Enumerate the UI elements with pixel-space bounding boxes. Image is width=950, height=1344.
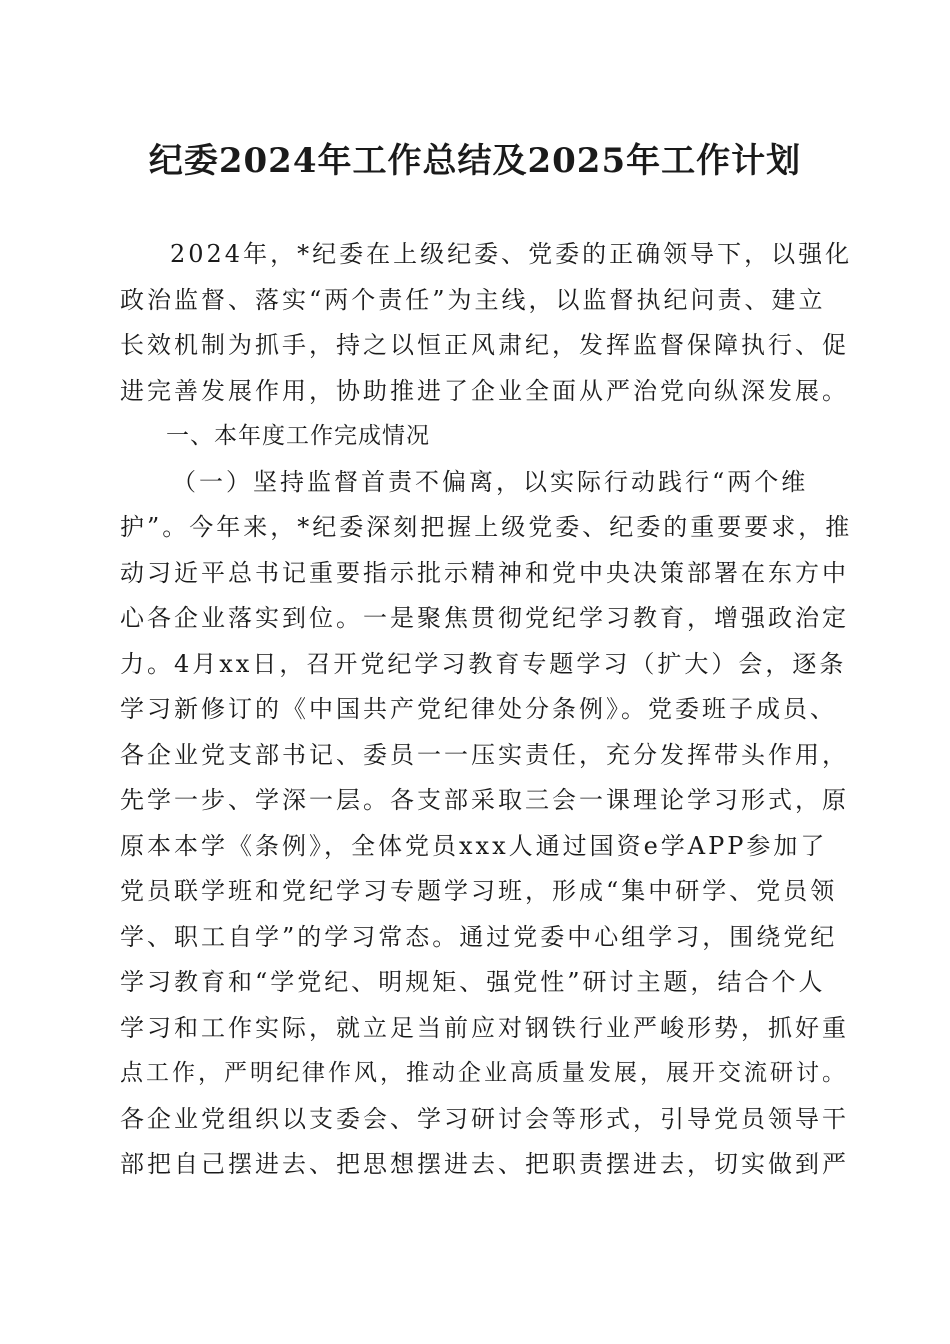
paragraph-line: 原本本学《条例》，全体党员xxx人通过国资e学APP参加了 bbox=[120, 831, 828, 860]
paragraph-line: 力。4月xx日，召开党纪学习教育专题学习（扩大）会，逐条 bbox=[120, 649, 847, 678]
paragraph-line: 各企业党组织以支委会、学习研讨会等形式，引导党员领导干 bbox=[120, 1104, 849, 1133]
paragraph-line: 动习近平总书记重要指示批示精神和党中央决策部署在东方中 bbox=[120, 558, 849, 587]
paragraph-line: 长效机制为抓手，持之以恒正风肃纪，发挥监督保障执行、促 bbox=[120, 331, 849, 359]
paragraph-line: 护”。今年来，*纪委深刻把握上级党委、纪委的重要要求，推 bbox=[120, 513, 853, 541]
paragraph-line: 部把自己摆进去、把思想摆进去、把职责摆进去，切实做到严 bbox=[120, 1150, 849, 1178]
document-body bbox=[120, 232, 853, 1188]
paragraph-line: 先学一步、学深一层。各支部采取三会一课理论学习形式，原 bbox=[120, 786, 849, 814]
paragraph-line: 2024年，*纪委在上级纪委、党委的正确领导下，以强化 bbox=[170, 240, 853, 268]
paragraph-line: 政治监督、落实“两个责任”为主线，以监督执纪问责、建立 bbox=[120, 285, 826, 314]
paragraph-line: 进完善发展作用，协助推进了企业全面从严治党向纵深发展。 bbox=[120, 376, 849, 405]
paragraph-line: 学、职工自学”的学习常态。通过党委中心组学习，围绕党纪 bbox=[120, 922, 838, 951]
paragraph-line: 点工作，严明纪律作风，推动企业高质量发展，展开交流研讨。 bbox=[120, 1060, 848, 1086]
paragraph-line: 学习和工作实际，就立足当前应对钢铁行业严峻形势，抓好重 bbox=[120, 1013, 849, 1042]
paragraph-line: 学习教育和“学党纪、明规矩、强党性”研讨主题，结合个人 bbox=[120, 968, 826, 996]
document-title: 纪委2024年工作总结及2025年工作计划 bbox=[148, 141, 802, 181]
paragraph-line: 心各企业落实到位。一是聚焦贯彻党纪学习教育，增强政治定 bbox=[120, 604, 849, 632]
subsection-heading-line: （一）坚持监督首责不偏离，以实际行动践行“两个维 bbox=[172, 467, 809, 496]
section-heading: 一、本年度工作完成情况 bbox=[166, 423, 430, 449]
paragraph-line: 党员联学班和党纪学习专题学习班，形成“集中研学、党员领 bbox=[120, 877, 838, 905]
paragraph-line: 各企业党支部书记、委员一一压实责任，充分发挥带头作用， bbox=[120, 740, 849, 769]
paragraph-line: 学习新修订的《中国共产党纪律处分条例》。党委班子成员、 bbox=[120, 695, 837, 723]
